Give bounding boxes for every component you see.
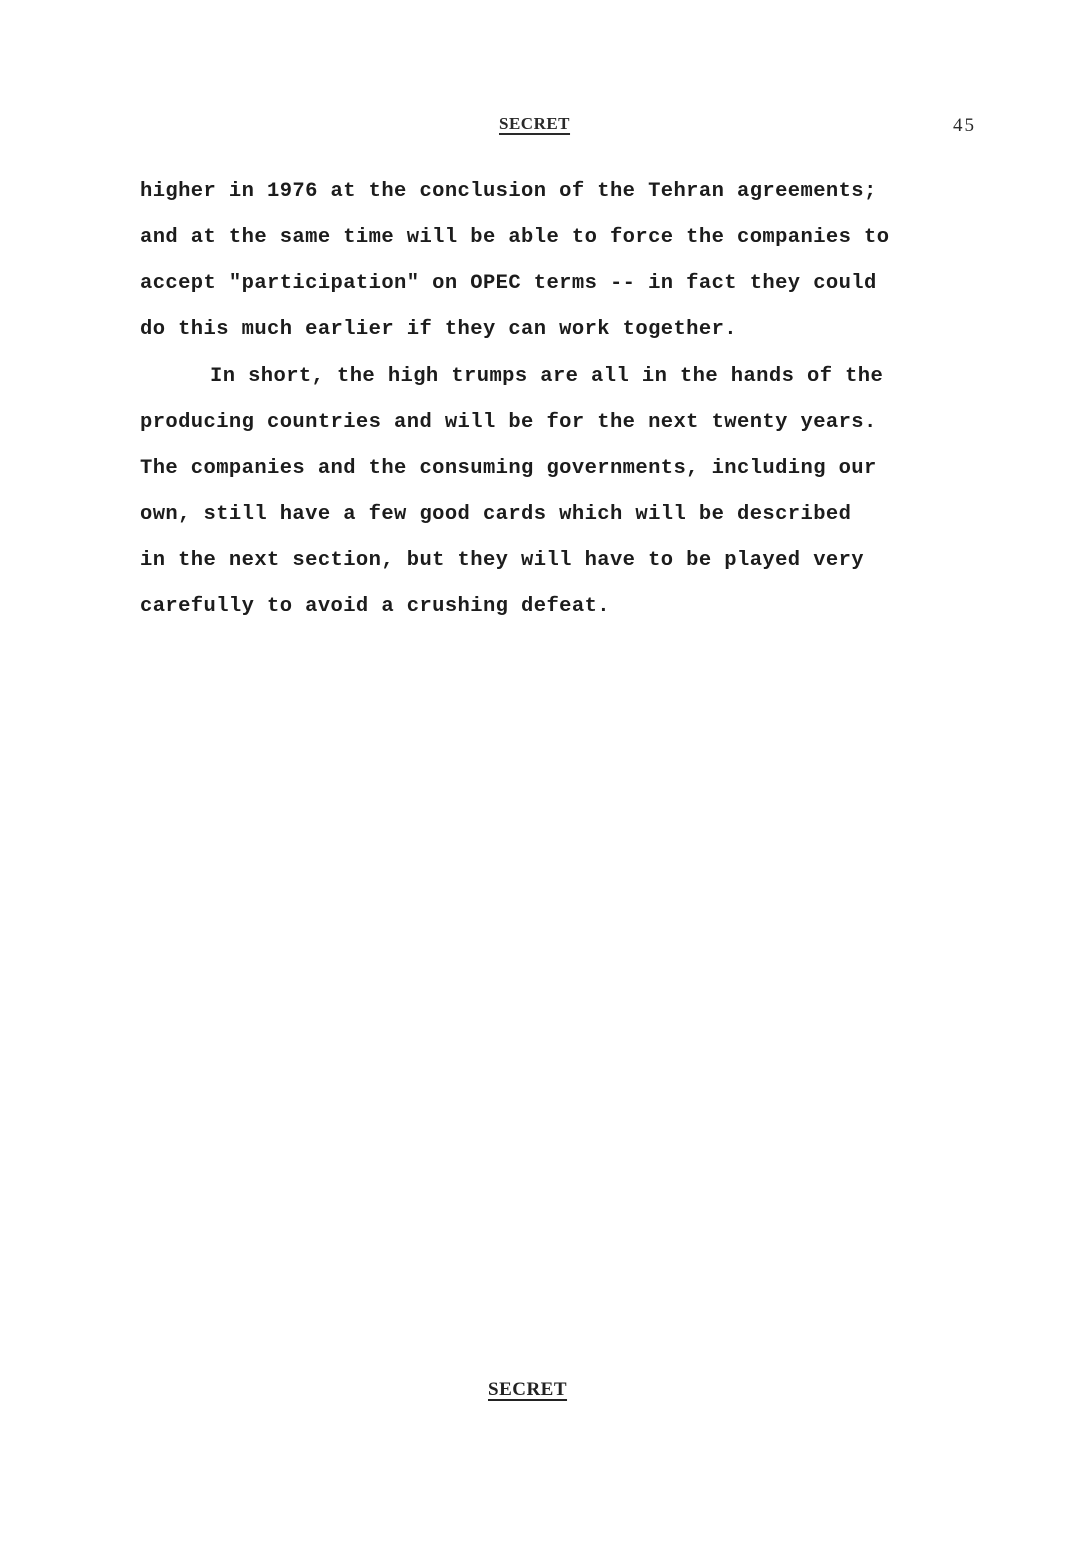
body-line: producing countries and will be for the next twenty years. — [140, 411, 877, 434]
page-number: 45 — [953, 115, 976, 136]
body-line: own, still have a few good cards which will be described — [140, 503, 852, 526]
body-line: carefully to avoid a crushing defeat. — [140, 595, 610, 618]
body-line: The companies and the consuming governments, including our — [140, 457, 877, 480]
header-classification-marking: SECRET — [499, 114, 571, 133]
footer-classification-marking: SECRET — [488, 1379, 568, 1400]
body-line: in the next section, but they will have to be played very — [140, 549, 865, 572]
body-line: do this much earlier if they can work together. — [140, 318, 737, 341]
body-line: higher in 1976 at the conclusion of the Tehran agreements; — [140, 180, 877, 203]
body-line: accept "participation" on OPEC terms -- in fact they could — [140, 272, 877, 295]
body-line: In short, the high trumps are all in the hands of the — [210, 365, 884, 388]
body-line: and at the same time will be able to force the companies to — [140, 226, 890, 249]
